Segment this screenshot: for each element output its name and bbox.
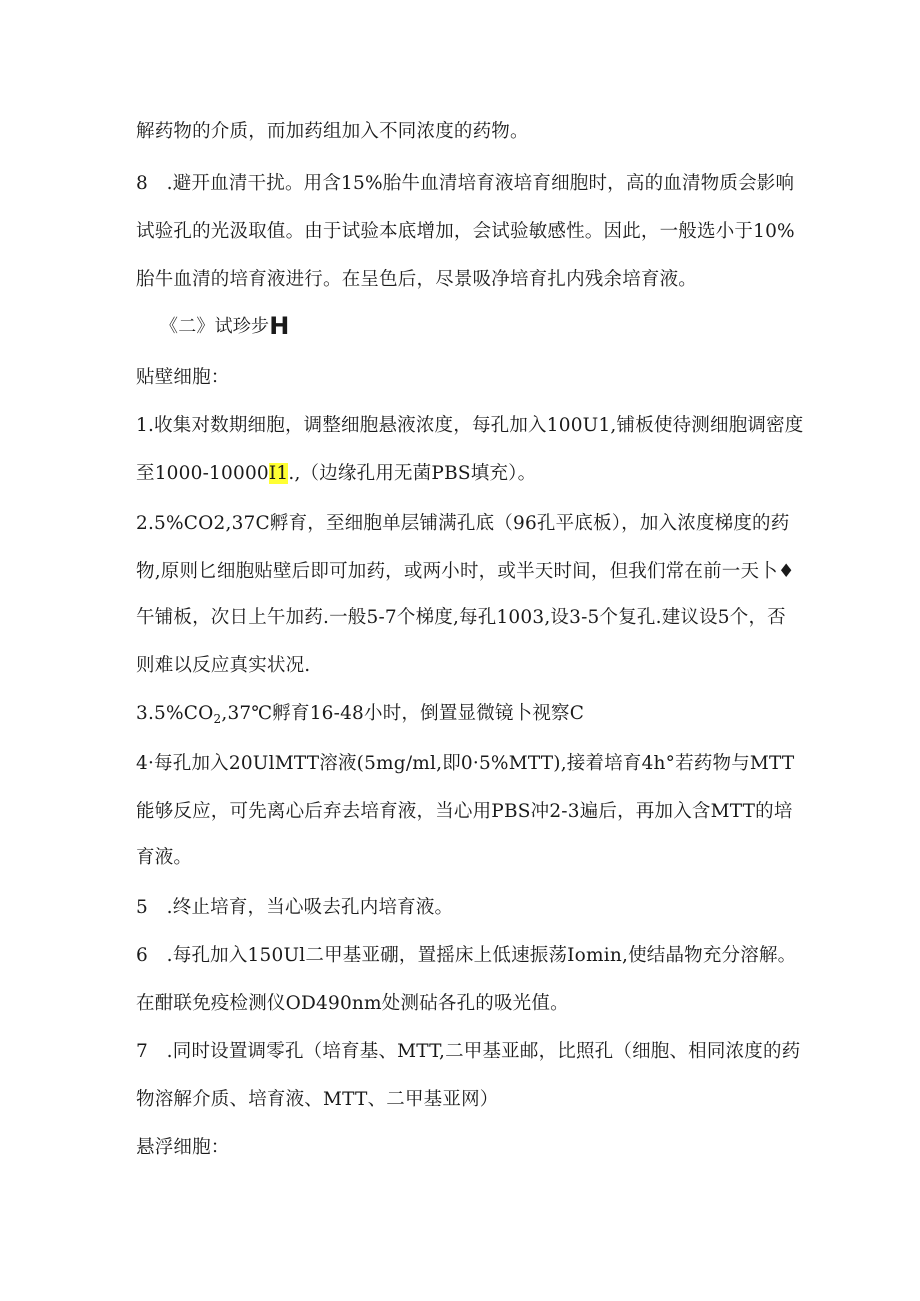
paragraph-line: 5 .终止培育，当心吸去孔内培育液。 (136, 897, 454, 918)
text-span: .,（边缘孔用无菌PBS填充）。 (288, 463, 537, 484)
paragraph-line: 贴壁细胞： (136, 367, 230, 388)
text-span: 3.5%CO (136, 703, 214, 724)
paragraph-line: 在酣联免疫检测仪OD490nm处测砧各孔的吸光值。 (136, 993, 569, 1014)
paragraph-line: 解药物的介质，而加药组加入不同浓度的药物。 (136, 121, 529, 142)
section-heading (160, 314, 290, 339)
paragraph-line: 1.收集对数期细胞，调整细胞悬液浓度，每孔加入100U1,铺板使待测细胞调密度 (136, 415, 804, 436)
paragraph-line: 能够反应，可先离心后弃去培育液，当心用PBS冲2-3遍后，再加入含MTT的培 (136, 801, 793, 822)
paragraph-line: 7 .同时设置调零孔（培育基、MTT,二甲基亚邮，比照孔（细胞、相同浓度的药 (136, 1041, 801, 1062)
paragraph-line: 8 .避开血清干扰。用含15%胎牛血清培育液培育细胞时，高的血清物质会影响 (136, 173, 795, 194)
paragraph-line: 2.5%CO2,37C孵育，至细胞单层铺满孔底（96孔平底板），加入浓度梯度的药 (136, 513, 790, 534)
paragraph-line: 物溶解介质、培育液、MTT、二甲基亚网） (136, 1089, 499, 1110)
paragraph-line: 6 .每孔加入150Ul二甲基亚硼，置摇床上低速振荡Iomin,使结晶物充分溶解。 (136, 945, 797, 966)
paragraph-line: 悬浮细胞： (136, 1137, 230, 1158)
paragraph-line (136, 702, 584, 726)
highlighted-text: I1 (268, 463, 289, 484)
section-heading-text: 《二》试珍步 (160, 316, 270, 337)
paragraph-line: 则难以反应真实状况. (136, 655, 311, 676)
paragraph-line: 物,原则匕细胞贴壁后即可加药，或两小时，或半天时间，但我们常在前一天卜♦ (136, 561, 795, 582)
paragraph-line: 胎牛血清的培育液进行。在呈色后，尽景吸净培育扎内残余培育液。 (136, 269, 698, 290)
paragraph-line: 午铺板，次日上午加药.一般5-7个梯度,每孔1003,设3-5个复孔.建议设5个，否 (136, 607, 786, 628)
paragraph-line (136, 462, 536, 486)
section-heading-suffix: H (269, 312, 290, 340)
text-span: ,37℃孵育16-48小时，倒置显微镜卜视察C (221, 703, 585, 724)
text-span: 至1000-10000 (136, 463, 269, 484)
subscript-text: 2 (213, 712, 222, 726)
paragraph-line: 育液。 (136, 847, 193, 868)
paragraph-line: 试验孔的光汲取值。由于试验本底增加，会试验敏感性。因此，一般选小于10% (136, 221, 795, 242)
paragraph-line: 4·每孔加入20UlMTT溶液(5mg/ml,即0·5%MTT),接着培育4h°若药物与MTT (136, 753, 795, 774)
